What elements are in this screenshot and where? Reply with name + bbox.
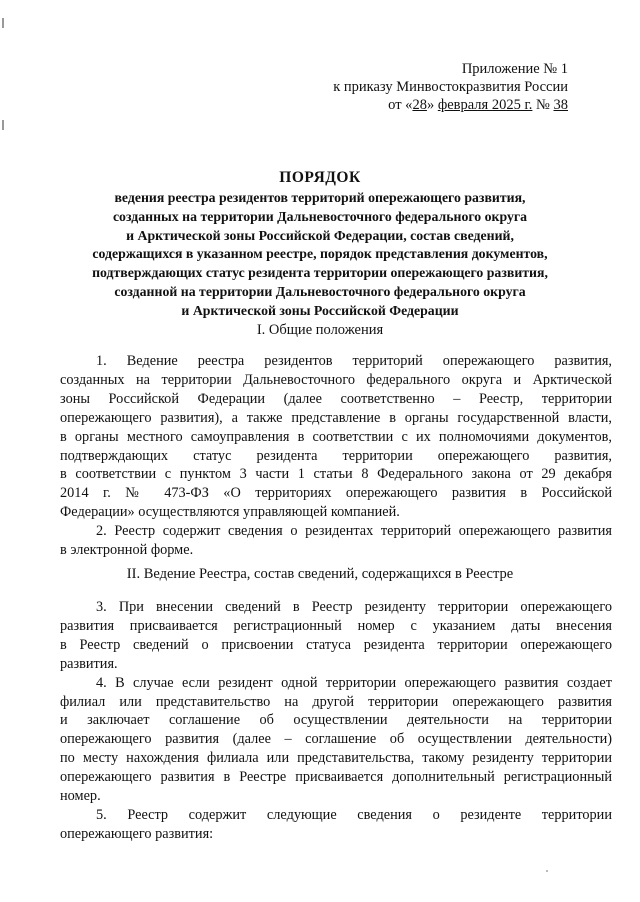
section-2-body [60, 598, 612, 844]
paragraph-1-line: 1. Ведение реестра резидентов территорий опережающего развития, [96, 353, 612, 369]
paragraph-1-line: 2014 г. № 473-ФЗ «О территориях опережающего развития в Российской [60, 485, 612, 502]
order-day: 28 [412, 97, 427, 113]
paragraph-4-line: опережающего развития (далее – соглашение об осуществлении деятельности) [60, 731, 612, 748]
scan-mark [2, 120, 4, 130]
paragraph-1-line: опережающего развития), а также представление в органы государственной власти, [60, 409, 612, 426]
paragraph-2-line: в электронной форме. [60, 542, 194, 559]
paragraph-4-line: 4. В случае если резидент одной территории опережающего развития создает [96, 674, 612, 691]
paragraph-2-line: 2. Реестр содержит сведения о резидентах территорий опережающего развития [96, 523, 612, 540]
paragraph-1-line: в органы местного самоуправления в соответствии с их полномочиями документов, [60, 428, 612, 445]
scan-mark [2, 18, 4, 28]
section-2-heading: II. Ведение Реестра, состав сведений, содержащихся в Реестре [126, 566, 514, 582]
section-1-body [60, 352, 612, 560]
order-date-line: от «28» февраля 2025 г. № 38 [388, 97, 568, 113]
paragraph-1-line: созданных на территории Дальневосточного федерального округа и Арктической [60, 371, 612, 388]
scan-speck [546, 870, 548, 872]
paragraph-4-line: опережающего развития в Реестре присваивается дополнительный регистрационный [60, 769, 612, 786]
paragraph-4-line: по месту нахождения филиала или представительства, такому резиденту территории [60, 750, 612, 767]
paragraph-5-line: 5. Реестр содержит следующие сведения о резиденте территории [96, 806, 612, 823]
paragraph-1-line: зоны Российской Федерации (далее соответственно – Реестр, территории [60, 390, 612, 407]
document-title: ПОРЯДОК [279, 169, 361, 186]
document-subtitle: ведения реестра резидентов территорий опережающего развития, созданных на территории Дальневосточного федерального округа и Арктической зоны Российской Федерации, состав сведений, содержащихся в указанном реестре, порядок представления документов, подтверждающих статус резидента территории опережающего развития, созданной на территории Дальневосточного федерального округа и Арктической зоны Российской Федерации [92, 190, 548, 318]
section-1-heading: I. Общие положения [256, 322, 384, 338]
paragraph-1-line: подтверждающих статус резидента территории опережающего развития, [60, 447, 612, 464]
paragraph-4-line: и заключает соглашение об осуществлении деятельности на территории [60, 712, 612, 729]
paragraph-4-line: номер. [60, 788, 101, 805]
document-title-block [60, 168, 580, 321]
paragraph-1-line: Федерации» осуществляются управляющей компанией. [60, 504, 400, 521]
paragraph-3-line: развития присваивается регистрационный номер с указанием даты внесения [60, 617, 612, 634]
order-date: февраля 2025 г. [437, 97, 533, 113]
appendix-header [333, 60, 568, 114]
paragraph-3-line: развития. [60, 655, 118, 672]
paragraph-5-line: опережающего развития: [60, 825, 214, 842]
paragraph-3-line: в Реестр сведений о присвоении статуса резидента территории опережающего [60, 636, 612, 653]
order-number: 38 [553, 97, 568, 113]
appendix-number: Приложение № 1 [461, 61, 568, 77]
paragraph-3-line: 3. При внесении сведений в Реестр резиденту территории опережающего [96, 599, 612, 615]
order-reference: к приказу Минвостокразвития России [333, 79, 568, 95]
paragraph-1-line: в соответствии с пунктом 3 части 1 статьи 8 Федерального закона от 29 декабря [60, 466, 612, 483]
paragraph-4-line: филиал или представительство на другой территории опережающего развития [60, 693, 612, 710]
